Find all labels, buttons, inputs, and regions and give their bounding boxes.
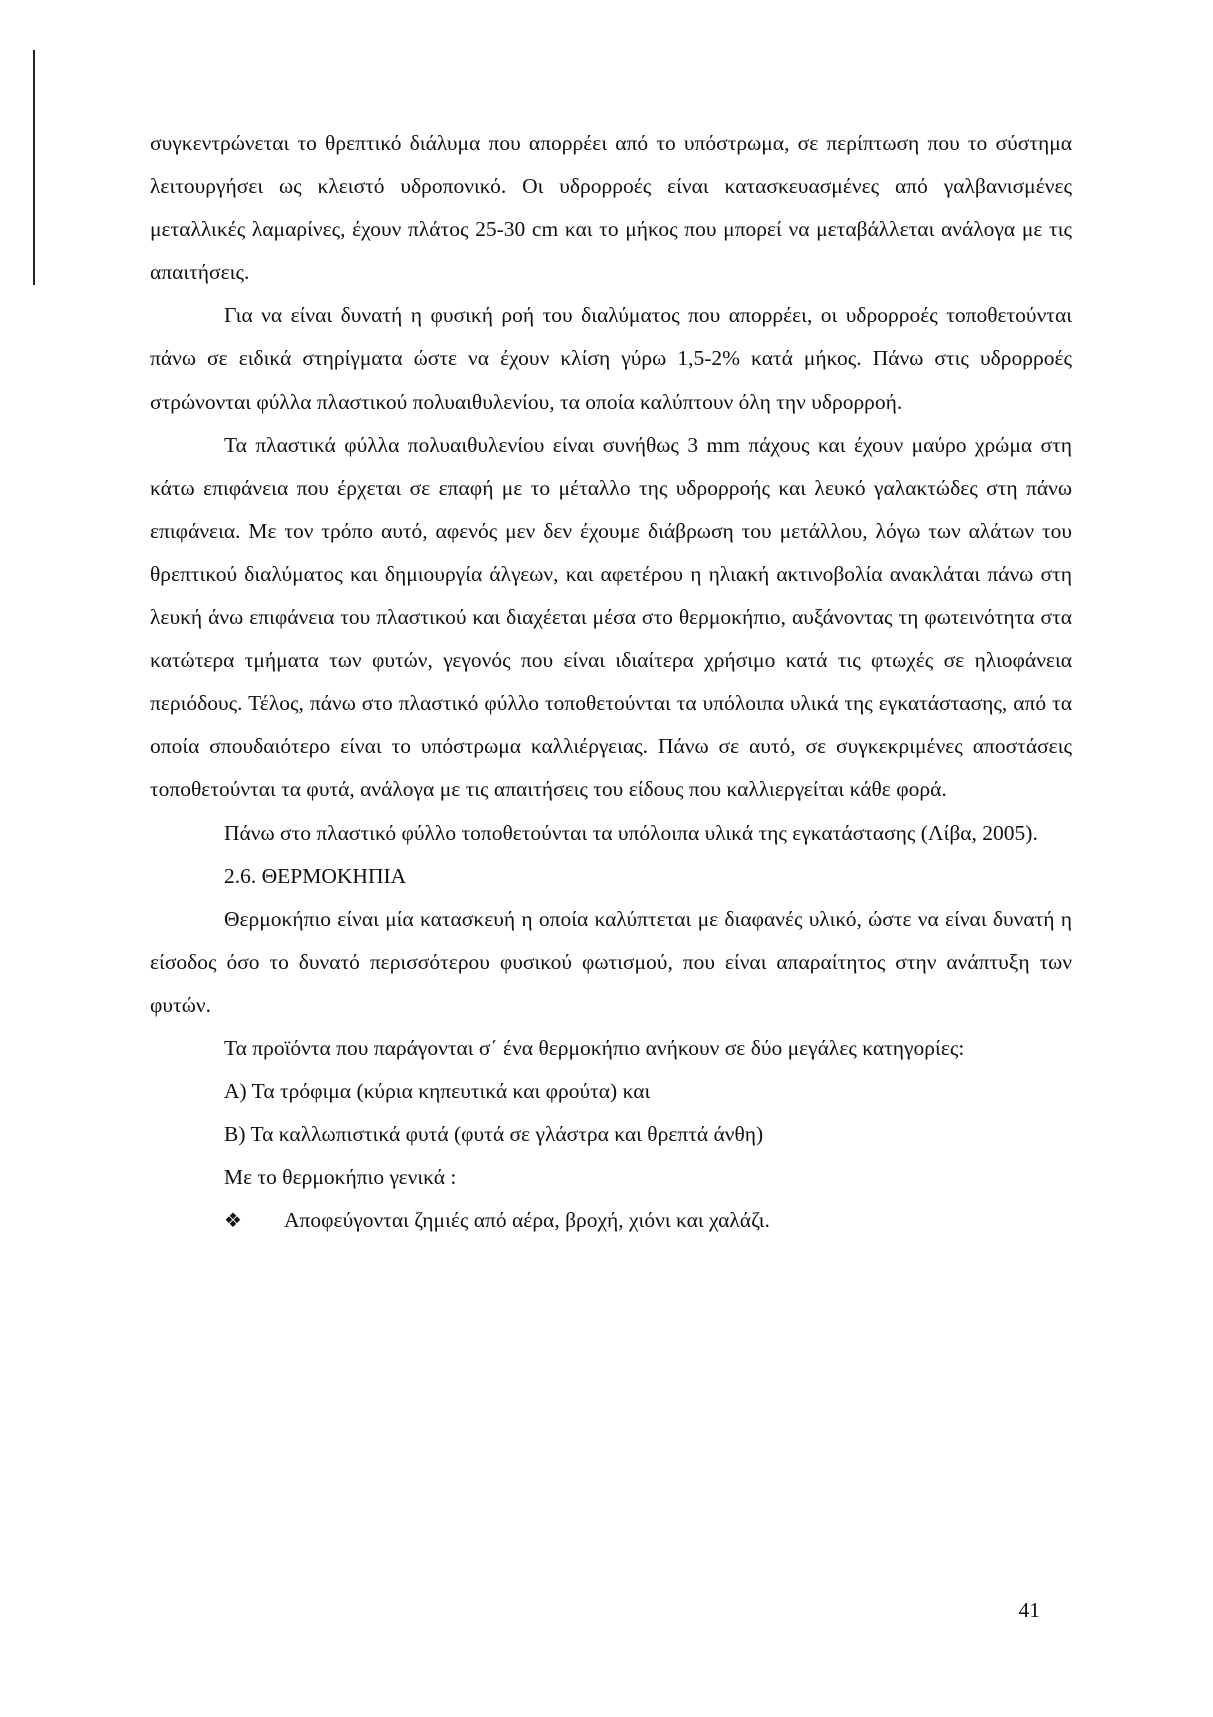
document-body: [150, 122, 1072, 1242]
list-item-food: Α) Τα τρόφιμα (κύρια κηπευτικά και φρούτα) και: [224, 1079, 651, 1104]
paragraph-intro-benefits: Με το θερμοκήπιο γενικά :: [224, 1165, 457, 1190]
bullet-item: [150, 1199, 1072, 1242]
bullet-text: Αποφεύγονται ζημιές από αέρα, βροχή, χιόνι και χαλάζι.: [284, 1208, 770, 1233]
paragraph-products: Τα προϊόντα που παράγονται σ΄ ένα θερμοκήπιο ανήκουν σε δύο μεγάλες κατηγορίες:: [224, 1035, 965, 1060]
paragraph-flow: Για να είναι δυνατή η φυσική ροή του διαλύματος που απορρέει, οι υδρορροές τοποθετούνται πάνω σε ειδικά στηρίγματα ώστε να έχουν κλίση γύρω 1,5-2% κατά μήκος. Πάνω στις υδρορροές στρώνονται φύλλα πλαστικού πολυαιθυλενίου, τα οποία καλύπτουν όλη την υδρορροή.: [150, 303, 1072, 414]
list-item-ornamental: Β) Τα καλλωπιστικά φυτά (φυτά σε γλάστρα και θρεπτά άνθη): [224, 1122, 764, 1147]
paragraph-continuation: συγκεντρώνεται το θρεπτικό διάλυμα που απορρέει από το υπόστρωμα, σε περίπτωση που το σύστημα λειτουργήσει ως κλειστό υδροπονικό. Οι υδρορροές είναι κατασκευασμένες από γαλβανισμένες μεταλλικές λαμαρίνες, έχουν πλάτος 25-30 cm και το μήκος που μπορεί να μεταβάλλεται ανάλογα με τις απαιτήσεις.: [150, 131, 1072, 285]
paragraph-polyethylene: Τα πλαστικά φύλλα πολυαιθυλενίου είναι συνήθως 3 mm πάχους και έχουν μαύρο χρώμα στη κάτω επιφάνεια που έρχεται σε επαφή με το μέταλλο της υδρορροής και λευκό γαλακτώδες στη πάνω επιφάνεια. Με τον τρόπο αυτό, αφενός μεν δεν έχουμε διάβρωση του μετάλλου, λόγω των αλάτων του θρεπτικού διαλύματος και δημιουργία άλγεων, και αφετέρου η ηλιακή ακτινοβολία ανακλάται πάνω στη λευκή άνω επιφάνεια του πλαστικού και διαχέεται μέσα στο θερμοκήπιο, αυξάνοντας τη φωτεινότητα στα κατώτερα τμήματα των φυτών, γεγονός που είναι ιδιαίτερα χρήσιμο κατά τις φτωχές σε ηλιοφάνεια περιόδους. Τέλος, πάνω στο πλαστικό φύλλο τοποθετούνται τα υπόλοιπα υλικά της εγκατάστασης, από τα οποία σπουδαιότερο είναι το υπόστρωμα καλλιέργειας. Πάνω σε αυτό, σε συγκεκριμένες αποστάσεις τοποθετούνται τα φυτά, ανάλογα με τις απαιτήσεις του είδους που καλλιεργείται κάθε φορά.: [150, 432, 1072, 802]
paragraph-greenhouse-definition: Θερμοκήπιο είναι μία κατασκευή η οποία καλύπτεται με διαφανές υλικό, ώστε να είναι δυνατή η είσοδος όσο το δυνατό περισσότερου φυσικού φωτισμού, που είναι απαραίτητος στην ανάπτυξη των φυτών.: [150, 906, 1072, 1017]
paragraph-citation: Πάνω στο πλαστικό φύλλο τοποθετούνται τα υπόλοιπα υλικά της εγκατάστασης (Λίβα, 2005).: [224, 820, 1038, 845]
diamond-bullet-icon: ❖: [224, 1208, 242, 1233]
margin-line: [33, 50, 35, 285]
section-heading: 2.6. ΘΕΡΜΟΚΗΠΙΑ: [224, 863, 407, 888]
page-number: 41: [1018, 1598, 1040, 1622]
